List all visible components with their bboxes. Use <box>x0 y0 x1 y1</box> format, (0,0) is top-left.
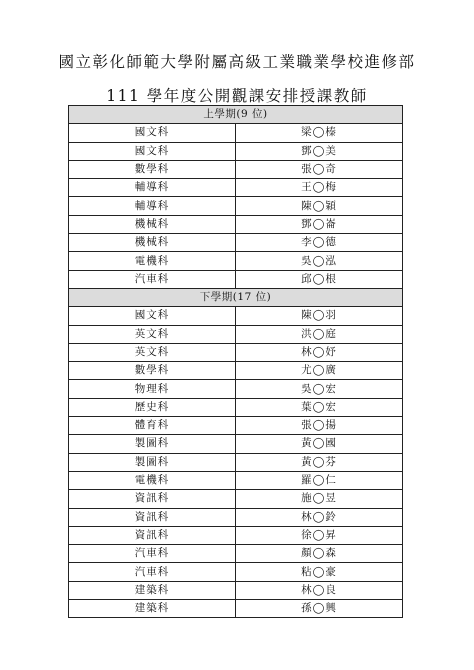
teacher-cell: 李◯德 <box>236 234 403 252</box>
table-row <box>69 124 403 142</box>
subject-cell: 數學科 <box>69 160 236 178</box>
table-row <box>69 234 403 252</box>
subject-cell: 資訊科 <box>69 490 236 508</box>
subject-cell: 數學科 <box>69 362 236 380</box>
subject-cell: 英文科 <box>69 343 236 361</box>
semester-heading-row <box>69 106 403 124</box>
teacher-cell: 黃◯芬 <box>236 453 403 471</box>
teacher-cell: 梁◯榛 <box>236 124 403 142</box>
subject-cell: 電機科 <box>69 252 236 270</box>
subject-cell: 國文科 <box>69 124 236 142</box>
subject-cell: 國文科 <box>69 142 236 160</box>
teacher-cell: 吳◯泓 <box>236 252 403 270</box>
table-row <box>69 581 403 599</box>
semester-heading-row <box>69 288 403 306</box>
table-row <box>69 307 403 325</box>
subject-cell: 汽車科 <box>69 270 236 288</box>
subject-cell: 英文科 <box>69 325 236 343</box>
teacher-cell: 林◯良 <box>236 581 403 599</box>
subject-cell: 電機科 <box>69 471 236 489</box>
teacher-cell: 洪◯庭 <box>236 325 403 343</box>
teacher-cell: 孫◯興 <box>236 600 403 618</box>
teacher-cell: 吳◯宏 <box>236 380 403 398</box>
page-subtitle: 111 學年度公開觀課安排授課教師 <box>106 87 368 105</box>
teacher-cell: 施◯昱 <box>236 490 403 508</box>
school-title: 國立彰化師範大學附屬高級工業職業學校進修部 <box>58 53 416 71</box>
subject-cell: 建築科 <box>69 581 236 599</box>
table-row <box>69 490 403 508</box>
semester-heading: 下學期(17 位) <box>69 288 403 306</box>
table-row <box>69 362 403 380</box>
teacher-cell: 徐◯昇 <box>236 526 403 544</box>
subject-cell: 資訊科 <box>69 526 236 544</box>
teacher-cell: 葉◯宏 <box>236 398 403 416</box>
subject-cell: 輔導科 <box>69 179 236 197</box>
subject-cell: 汽車科 <box>69 563 236 581</box>
table-row <box>69 435 403 453</box>
teacher-cell: 陳◯羽 <box>236 307 403 325</box>
table-row <box>69 453 403 471</box>
subject-cell: 製圖科 <box>69 453 236 471</box>
table-row <box>69 142 403 160</box>
teacher-cell: 張◯奇 <box>236 160 403 178</box>
table-row <box>69 325 403 343</box>
teacher-cell: 羅◯仁 <box>236 471 403 489</box>
teacher-cell: 顏◯森 <box>236 545 403 563</box>
table-row <box>69 600 403 618</box>
table-body <box>69 106 403 618</box>
table-row <box>69 160 403 178</box>
subject-cell: 建築科 <box>69 600 236 618</box>
subject-cell: 輔導科 <box>69 197 236 215</box>
teacher-cell: 粘◯豪 <box>236 563 403 581</box>
teacher-cell: 鄧◯美 <box>236 142 403 160</box>
table-row <box>69 179 403 197</box>
teacher-cell: 張◯揚 <box>236 417 403 435</box>
table-row <box>69 471 403 489</box>
subject-cell: 資訊科 <box>69 508 236 526</box>
table-row <box>69 343 403 361</box>
teacher-cell: 鄧◯崙 <box>236 215 403 233</box>
teacher-cell: 王◯梅 <box>236 179 403 197</box>
subject-cell: 體育科 <box>69 417 236 435</box>
table-row <box>69 252 403 270</box>
subject-cell: 製圖科 <box>69 435 236 453</box>
table-row <box>69 417 403 435</box>
teacher-cell: 邱◯根 <box>236 270 403 288</box>
teacher-schedule-table <box>68 105 403 618</box>
table-row <box>69 270 403 288</box>
table-row <box>69 526 403 544</box>
subject-cell: 機械科 <box>69 215 236 233</box>
table-row <box>69 398 403 416</box>
teacher-cell: 林◯鈴 <box>236 508 403 526</box>
teacher-cell: 陳◯穎 <box>236 197 403 215</box>
table-row <box>69 380 403 398</box>
subject-cell: 國文科 <box>69 307 236 325</box>
table-row <box>69 563 403 581</box>
teacher-cell: 黃◯國 <box>236 435 403 453</box>
table-row <box>69 215 403 233</box>
subject-cell: 物理科 <box>69 380 236 398</box>
table-row <box>69 508 403 526</box>
subject-cell: 歷史科 <box>69 398 236 416</box>
teacher-cell: 尤◯廣 <box>236 362 403 380</box>
subject-cell: 機械科 <box>69 234 236 252</box>
teacher-cell: 林◯妤 <box>236 343 403 361</box>
semester-heading: 上學期(9 位) <box>69 106 403 124</box>
table-row <box>69 545 403 563</box>
subject-cell: 汽車科 <box>69 545 236 563</box>
table-row <box>69 197 403 215</box>
